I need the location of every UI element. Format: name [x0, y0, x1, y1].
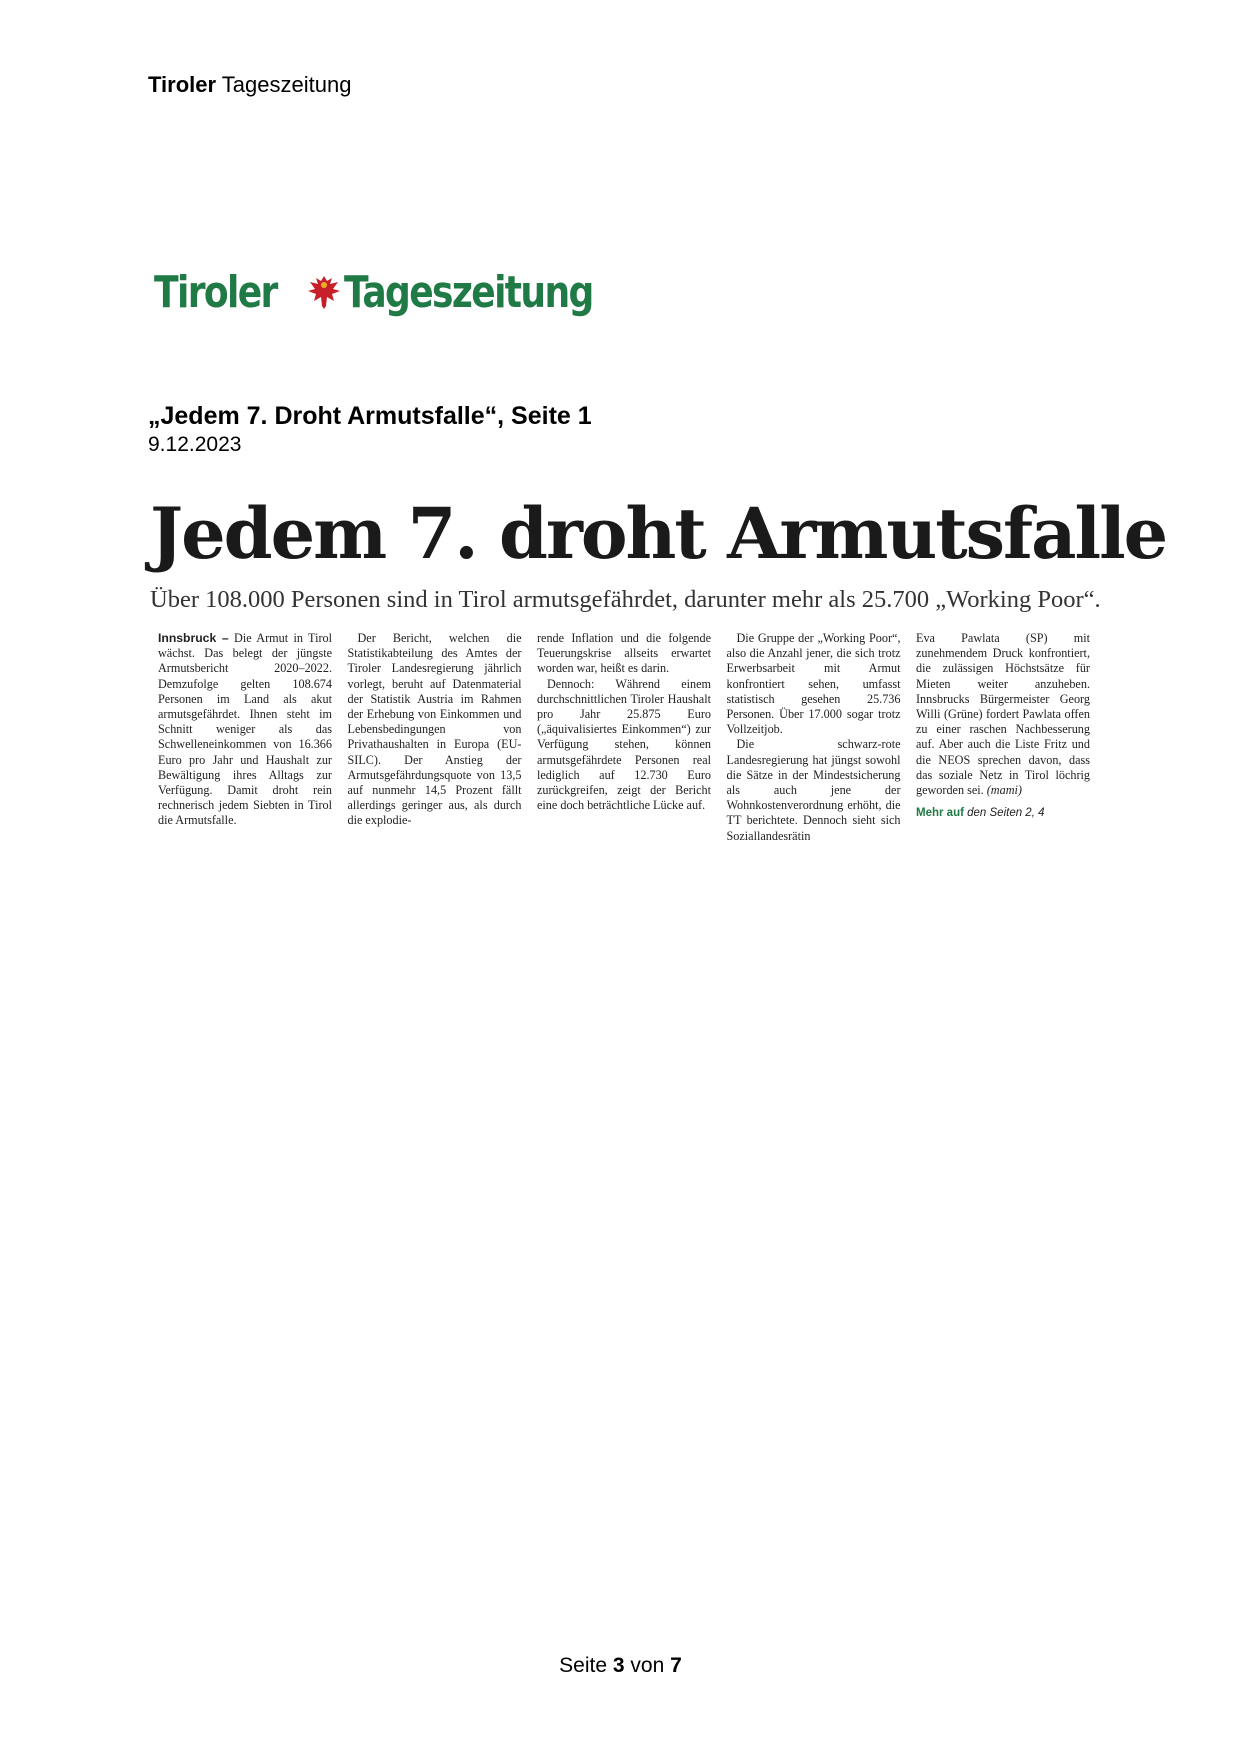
- col3-paragraph-1: rende Inflation und die folgende Teuerungskrise allseits erwartet worden war, heißt es darin.: [537, 631, 711, 676]
- header-brand-bold: Tiroler: [148, 72, 217, 97]
- header-brand-regular: Tageszeitung: [221, 72, 352, 97]
- col5-paragraph-1: Eva Pawlata (SP) mit zunehmendem Druck konfrontiert, die zulässigen Höchstsätze für Mieten weiter anzuheben. Innsbrucks Bürgermeister Georg Willi (Grüne) fordert Pawlata offen zu einer raschen Nachbesserung auf. Aber auch die Liste Fritz und die NEOS sprechen davon, dass das soziale Netz in Tirol löchrig geworden sei.: [916, 631, 1090, 798]
- more-prefix: Mehr auf: [916, 807, 964, 820]
- article-dateline: Innsbruck –: [158, 631, 229, 645]
- footer-current-page: 3: [612, 1654, 625, 1677]
- footer-total-pages: 7: [670, 1654, 682, 1677]
- newspaper-logo: [154, 262, 647, 322]
- article-column-1: [158, 631, 332, 851]
- article-column-3: [537, 631, 711, 851]
- more-pages: den Seiten 2, 4: [967, 807, 1045, 820]
- article-column-5: [916, 631, 1090, 851]
- footer-mid: von: [630, 1654, 665, 1677]
- clip-date: 9.12.2023: [148, 433, 242, 456]
- document-header: [148, 72, 351, 98]
- clip-title: „Jedem 7. Droht Armutsfalle“, Seite 1: [148, 402, 592, 430]
- col3-paragraph-2: Dennoch: Während einem durchschnittlichen Tiroler Haushalt pro Jahr 25.875 Euro („äquivalisiertes Einkommen“) zur Verfügung stehen, können armutsgefährdete Personen real lediglich auf 12.730 Euro zurückgreifen, zeigt der Bericht eine doch beträchtliche Lücke auf.: [537, 676, 711, 813]
- article-subline: Über 108.000 Personen sind in Tirol armutsgefährdet, darunter mehr als 25.700 „Working Poor“.: [150, 586, 1101, 613]
- logo-text-right: Tageszeitung: [343, 266, 593, 318]
- col2-paragraph-1: Der Bericht, welchen die Statistikabteilung des Amtes der Tiroler Landesregierung jährlich vorlegt, beruht auf Datenmaterial der Statistik Austria im Rahmen der Erhebung von Einkommen und Lebensbedingungen von Privathaushalten in Europa (EU-SILC). Der Anstieg der Armutsgefährdungsquote von 13,5 auf nunmehr 14,5 Prozent fällt allerdings geringer aus, als durch die explodie-: [347, 631, 522, 828]
- col4-paragraph-1: Die Gruppe der „Working Poor“, also die Anzahl jener, die sich trotz Erwerbsarbeit mit Armut konfrontiert sehen, umfasst statistisch gesehen 25.736 Personen. Über 17.000 sogar trotz Vollzeitjob.: [726, 631, 901, 737]
- more-pages-reference: [916, 806, 1090, 821]
- col1-paragraph-1: Die Armut in Tirol wächst. Das belegt der jüngste Armutsbericht 2020–2022. Demzufolge gelten 108.674 Personen im Land als akut armutsgefährdet. Ihnen steht im Schnitt weniger als das Schwelleneinkommen von 16.366 Euro pro Jahr und Haushalt zur Bewältigung ihres Alltags zur Verfügung. Damit droht rein rechnerisch jedem Siebten in Tirol die Armutsfalle.: [158, 631, 333, 828]
- col4-paragraph-2: Die schwarz-rote Landesregierung hat jüngst sowohl die Sätze in der Mindestsicherung als auch jene der Wohnkostenverordnung erhöht, die TT berichtete. Dennoch sieht sich Soziallandesrätin: [726, 737, 901, 843]
- tyrolean-eagle-icon: [306, 272, 342, 312]
- logo-text-left: Tiroler: [154, 266, 277, 318]
- page-footer: [0, 1654, 1241, 1678]
- article-headline: Jedem 7. droht Armutsfalle: [150, 492, 1167, 575]
- article-columns: [158, 631, 1090, 851]
- article-column-4: [727, 631, 901, 851]
- footer-prefix: Seite: [559, 1654, 608, 1677]
- article-byline: (mami): [986, 783, 1022, 798]
- article-column-2: [348, 631, 522, 851]
